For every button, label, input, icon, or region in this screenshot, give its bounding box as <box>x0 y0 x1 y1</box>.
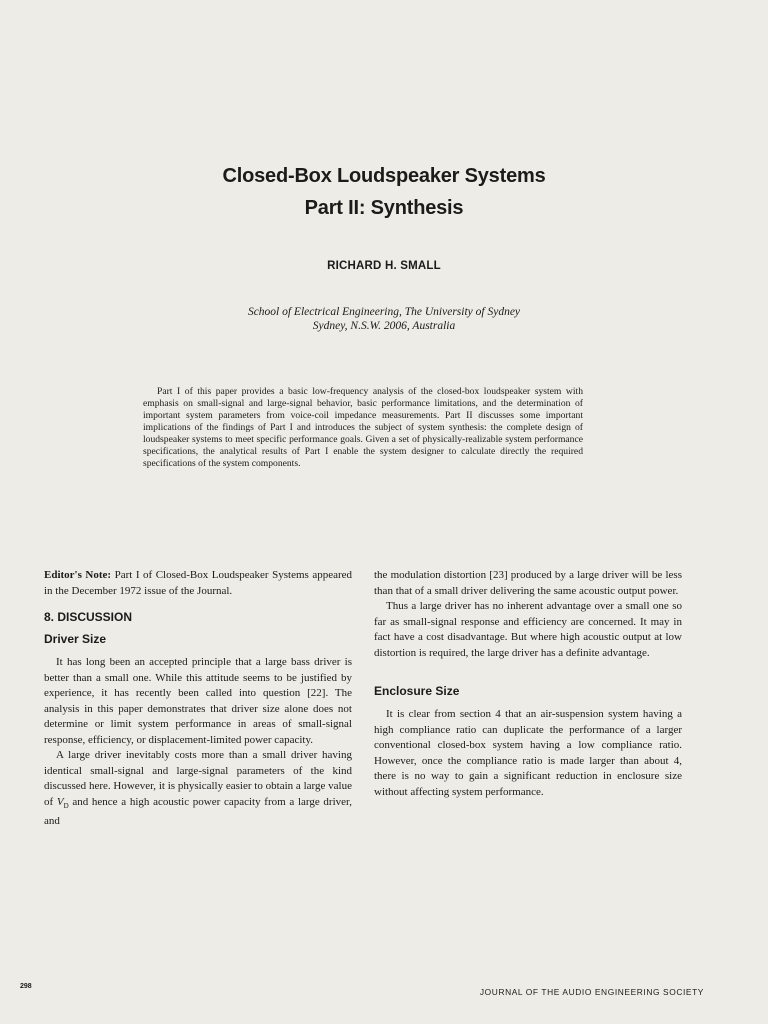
enclosure-size-paragraph-1: It is clear from section 4 that an air-suspension system having a high compliance ratio can duplicate the performance of a larger conventional closed-box system having a low compliance ratio. However, once the compliance ratio is made larger than about 4, there is no way to gain a significant reduction in enclosure size without affecting system performance. <box>374 708 682 798</box>
driver-size-paragraph-2 <box>44 748 352 830</box>
driver-size-paragraph-1: It has long been an accepted principle that a large bass driver is better than a small one. While this attitude seems to be justified by experience, it has recently been called into question [22]. The analysis in this paper demonstrates that driver size alone does not determine or limit system performance in areas of small-signal response, efficiency, or displacement-limited power capacity. <box>44 656 352 746</box>
paper-title-line-1: Closed-Box Loudspeaker Systems <box>222 165 546 187</box>
left-column <box>44 568 352 830</box>
driver-size-paragraph-2-text-a: A large driver inevitably costs more than a small driver having identical small-signal and large-signal parameters of the kind discussed here. However, it is physically easier to obtain a large value of <box>44 749 352 808</box>
editor-note-label: Editor's Note: <box>44 569 112 581</box>
affiliation-line-2: Sydney, N.S.W. 2006, Australia <box>312 320 456 332</box>
author-name: RICHARD H. SMALL <box>327 260 441 272</box>
variable-subscript-d: D <box>63 801 69 810</box>
page-number: 298 <box>20 983 32 990</box>
subsection-heading-enclosure-size: Enclosure Size <box>374 684 460 698</box>
section-heading-discussion: 8. DISCUSSION <box>44 610 133 624</box>
driver-size-paragraph-3: Thus a large driver has no inherent advantage over a small one so far as small-signal response and efficiency are concerned. It may in fact have a cost disadvantage. But where high acoustic output at low distortion is required, the large driver has a definite advantage. <box>374 600 682 659</box>
driver-size-paragraph-2-continued: the modulation distortion [23] produced by a large driver will be less than that of a small driver delivering the same acoustic output power. <box>374 569 682 597</box>
subsection-heading-driver-size: Driver Size <box>44 632 107 646</box>
abstract: Part I of this paper provides a basic low-frequency analysis of the closed-box loudspeaker system with emphasis on small-signal and large-signal behavior, basic performance limitations, and the determination of important system parameters from voice-coil impedance measurements. Part II discusses some important implications of the findings of Part I and introduces the subject of system synthesis: the complete design of loudspeaker systems to meet specific performance goals. Given a set of physically-realizable system performance specifications, the analytical results of Part I enable the system designer to calculate directly the required specifications of the system components. <box>143 386 583 469</box>
variable-v: V <box>56 795 64 808</box>
paper-title-line-2: Part II: Synthesis <box>304 197 464 219</box>
editor-note <box>44 568 352 599</box>
journal-footer: JOURNAL OF THE AUDIO ENGINEERING SOCIETY <box>479 987 704 997</box>
editor-note-text: Part I of Closed-Box Loudspeaker Systems appeared in the December 1972 issue of the Journal. <box>44 569 353 597</box>
affiliation-line-1: School of Electrical Engineering, The University of Sydney <box>247 306 521 318</box>
driver-size-paragraph-2-text-b: and hence a high acoustic power capacity from a large driver, and <box>44 795 352 828</box>
right-column <box>374 568 682 800</box>
